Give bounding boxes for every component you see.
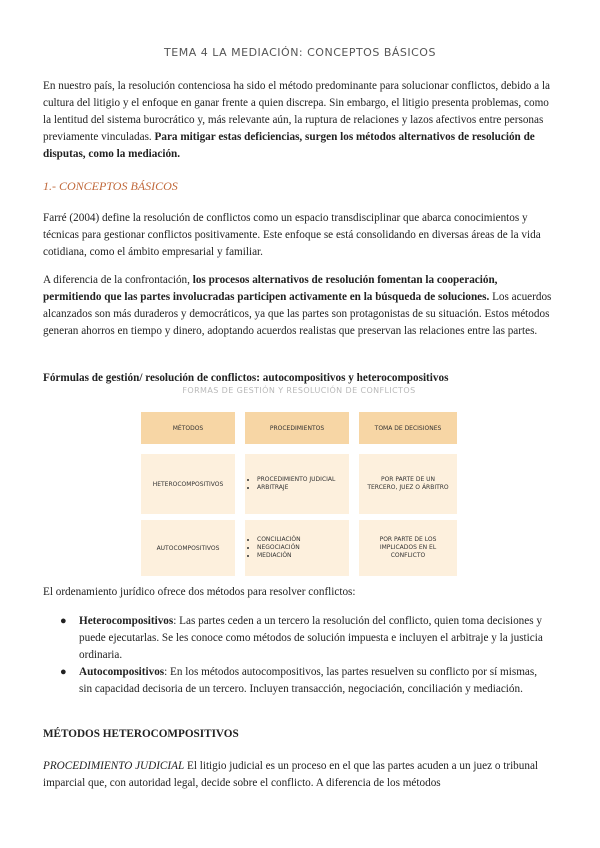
bullet-icon: ● bbox=[60, 615, 67, 627]
ordenamiento-text: El ordenamiento jurídico ofrece dos métodos para resolver conflictos: bbox=[43, 586, 356, 598]
intro-paragraph bbox=[43, 78, 553, 163]
diagram-method-heterocompositivos: HETEROCOMPOSITIVOS bbox=[141, 454, 235, 514]
intro-bold-text: Para mitigar estas deficiencias, surgen los métodos alternativos de resolución de disputas, como la mediación. bbox=[43, 131, 535, 160]
diagram-decision-hetero: POR PARTE DE UN TERCERO, JUEZ O ÁRBITRO bbox=[359, 454, 457, 514]
confrontacion-bold-text: los procesos alternativos de resolución fomentan la cooperación, permitiendo que las partes involucradas participen activamente en la búsqueda de soluciones. bbox=[43, 274, 498, 303]
diagram-procedures-hetero bbox=[245, 454, 349, 514]
bullet-term: Autocompositivos bbox=[79, 666, 165, 678]
diagram-header-toma-decisiones: TOMA DE DECISIONES bbox=[359, 412, 457, 444]
confrontacion-text-2: Los acuerdos alcanzados son más duraderos y democráticos, ya que las partes son protagonistas de su situación. Estos métodos generan ahorros en tiempo y dinero, adoptando acuerdos realistas que preservan las relaciones entre las partes. bbox=[43, 291, 552, 337]
intro-text: En nuestro país, la resolución contenciosa ha sido el método predominante para solucionar conflictos, debido a la cultura del litigio y el enfoque en ganar frente a quien discrepa. Sin embargo, el litigio presenta problemas, como la lentitud del sistema burocrático y, más relevante aún, la ruptura de relaciones y lazos afectivos entre personas previamente vinculadas. bbox=[43, 80, 551, 143]
document-title: TEMA 4 LA MEDIACIÓN: CONCEPTOS BÁSICOS bbox=[164, 46, 436, 59]
diagram-procedure-item: • ARBITRAJE bbox=[257, 484, 335, 492]
formulas-heading: Fórmulas de gestión/ resolución de conflictos: autocompositivos y heterocompositivos bbox=[43, 372, 449, 384]
farre-text: Farré (2004) define la resolución de conflictos como un espacio transdisciplinar que abarca conocimientos y técnicas para gestionar conflictos positivamente. Este enfoque se está consolidando en diversas áreas de la vida cotidiana, como el ámbito empresarial y familiar. bbox=[43, 212, 541, 258]
diagram-procedure-item: • MEDIACIÓN bbox=[257, 552, 301, 560]
confrontacion-text-1: A diferencia de la confrontación, bbox=[43, 274, 193, 286]
diagram-procedure-item: • NEGOCIACIÓN bbox=[257, 544, 301, 552]
ordenamiento-paragraph bbox=[43, 584, 553, 601]
bullet-term: Heterocompositivos bbox=[79, 615, 174, 627]
diagram-method-autocompositivos: AUTOCOMPOSITIVOS bbox=[141, 520, 235, 576]
diagram-header-metodos: MÉTODOS bbox=[141, 412, 235, 444]
bullet-text: : En los métodos autocompositivos, las partes resuelven su conflicto por sí mismas, sin capacidad decisoria de un tercero. Incluyen transacción, negociación, conciliación y mediación. bbox=[79, 666, 538, 695]
bullet-text: : Las partes ceden a un tercero la resolución del conflicto, quien toma decisiones y puede ejecutarlas. Se les conoce como métodos de solución impuesta e incluyen el arbitraje y la justicia ordinaria. bbox=[79, 615, 543, 661]
diagram-header-procedimientos: PROCEDIMIENTOS bbox=[245, 412, 349, 444]
farre-paragraph bbox=[43, 210, 553, 261]
bullet-icon: ● bbox=[60, 666, 67, 678]
list-item bbox=[60, 664, 550, 698]
confrontacion-paragraph bbox=[43, 272, 553, 340]
procedimiento-italic: PROCEDIMIENTO JUDICIAL bbox=[43, 760, 185, 772]
diagram-procedure-item: • PROCEDIMIENTO JUDICIAL bbox=[257, 476, 335, 484]
procedimiento-text: El litigio judicial es un proceso en el que las partes acuden a un juez o tribunal imparcial que, con autoridad legal, decide sobre el conflicto. A diferencia de los métodos bbox=[43, 760, 539, 789]
metodos-heterocompositivos-heading: MÉTODOS HETEROCOMPOSITIVOS bbox=[43, 728, 239, 740]
list-item bbox=[60, 613, 550, 664]
diagram-title: FORMAS DE GESTIÓN Y RESOLUCIÓN DE CONFLICTOS bbox=[182, 386, 416, 395]
methods-bullet-list bbox=[60, 613, 550, 698]
diagram-decision-auto: POR PARTE DE LOS IMPLICADOS EN EL CONFLICTO bbox=[359, 520, 457, 576]
diagram-procedure-item: • CONCILIACIÓN bbox=[257, 536, 301, 544]
section-heading-conceptos: 1.- CONCEPTOS BÁSICOS bbox=[43, 179, 178, 193]
conflict-methods-diagram bbox=[141, 386, 457, 578]
procedimiento-paragraph bbox=[43, 758, 553, 792]
diagram-procedures-auto bbox=[245, 520, 349, 576]
